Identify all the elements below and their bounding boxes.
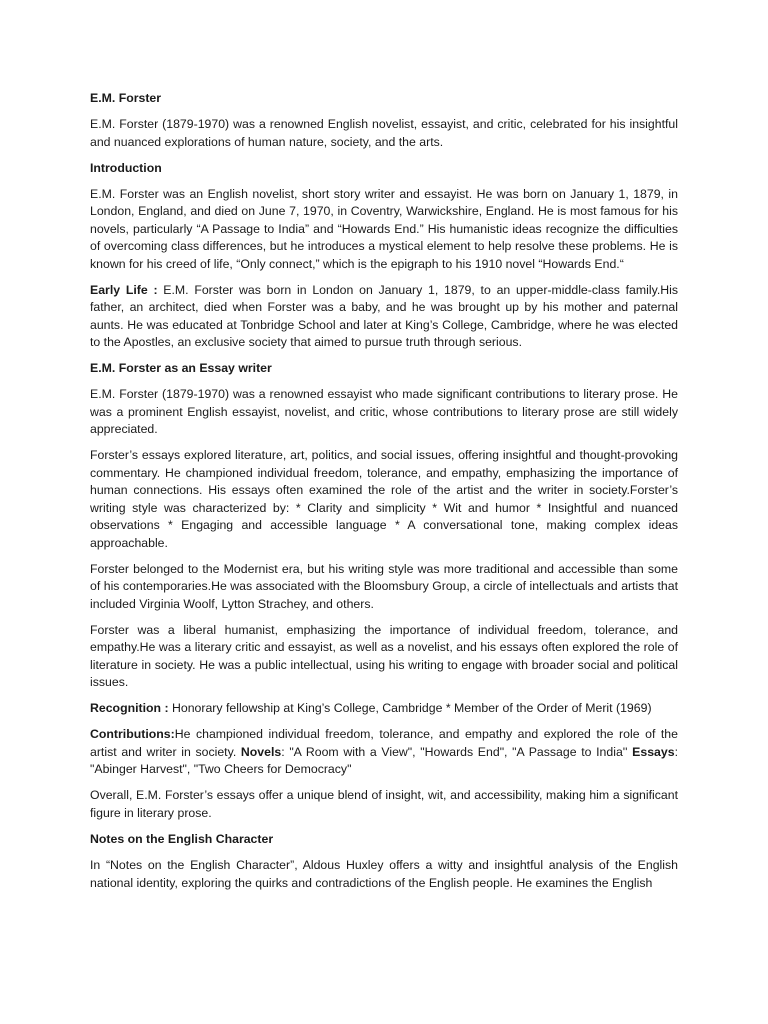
- introduction-heading: Introduction: [90, 160, 162, 175]
- intro-summary-paragraph: E.M. Forster (1879-1970) was a renowned English novelist, essayist, and critic, celebrated for his insightful and nuanced explorations of human nature, society, and the arts.: [90, 117, 678, 149]
- contributions-paragraph: [90, 726, 678, 778]
- contributions-text: He championed individual freedom, tolerance, and empathy and explored the role of the artist and writer in society.: [90, 727, 678, 759]
- recognition-label: Recognition :: [90, 701, 169, 716]
- notes-paragraph: In “Notes on the English Character”, Aldous Huxley offers a witty and insightful analysis of the English national identity, exploring the quirks and contradictions of the English people. He examines the English: [90, 858, 678, 890]
- document-title: E.M. Forster: [90, 91, 162, 105]
- essay-writer-paragraph-4: Forster was a liberal humanist, emphasizing the importance of individual freedom, tolerance, and empathy.He was a literary critic and essayist, as well as a novelist, and his essays often explored the role of literature in society. He was a public intellectual, using his writing to engage with broader social and political issues.: [90, 622, 678, 689]
- essay-writer-paragraph-1: E.M. Forster (1879-1970) was a renowned essayist who made significant contributions to literary prose. He was a prominent English essayist, novelist, and critic, whose contributions to literary prose are still widely appreciated.: [90, 387, 678, 437]
- notes-heading: Notes on the English Character: [90, 831, 274, 846]
- essay-writer-paragraph-3: Forster belonged to the Modernist era, but his writing style was more traditional and accessible than some of his contemporaries.He was associated with the Bloomsbury Group, a circle of intellectuals and artists that included Virginia Woolf, Lytton Strachey, and others.: [90, 561, 678, 611]
- document-page: [90, 90, 678, 901]
- essay-writer-heading: E.M. Forster as an Essay writer: [90, 361, 272, 376]
- essays-text: : "Abinger Harvest", "Two Cheers for Democracy": [90, 744, 678, 777]
- early-life-paragraph: [90, 282, 678, 352]
- novels-text: : "A Room with a View", "Howards End", "A Passage to India'': [281, 744, 633, 759]
- contributions-label: Contributions:: [90, 727, 175, 742]
- introduction-paragraph: E.M. Forster was an English novelist, short story writer and essayist. He was born on January 1, 1879, in London, England, and died on June 7, 1970, in Coventry, Warwickshire, England. He is most famous for his novels, particularly “A Passage to India” and “Howards End.” His humanistic ideas recognize the difficulties of overcoming class differences, but he introduces a mystical element to help resolve these problems. He is known for his creed of life, “Only connect,” which is the epigraph to his 1910 novel “Howards End.“: [90, 187, 678, 271]
- overall-paragraph: Overall, E.M. Forster’s essays offer a unique blend of insight, wit, and accessibility, making him a significant figure in literary prose.: [90, 788, 678, 820]
- essay-writer-paragraph-2: Forster’s essays explored literature, art, politics, and social issues, offering insightful and thought-provoking commentary. He championed individual freedom, tolerance, and empathy, emphasizing the importance of human connections. His essays often examined the role of the artist and the writer in society.Forster’s writing style was characterized by: * Clarity and simplicity * Wit and humor * Insightful and nuanced observations * Engaging and accessible language * A conversational tone, making complex ideas approachable.: [90, 448, 678, 550]
- early-life-text: E.M. Forster was born in London on January 1, 1879, to an upper-middle-class family.His father, an architect, died when Forster was a baby, and he was brought up by his mother and paternal aunts. He was educated at Tonbridge School and later at King’s College, Cambridge, where he was elected to the Apostles, an exclusive society that aimed to pursue truth through serious.: [90, 282, 679, 350]
- essays-label: Essays: [632, 744, 675, 759]
- novels-label: Novels: [240, 744, 282, 759]
- early-life-label: Early Life :: [90, 282, 158, 297]
- recognition-paragraph: [90, 700, 678, 717]
- recognition-text: Honorary fellowship at King’s College, Cambridge * Member of the Order of Merit (1969): [168, 701, 652, 716]
